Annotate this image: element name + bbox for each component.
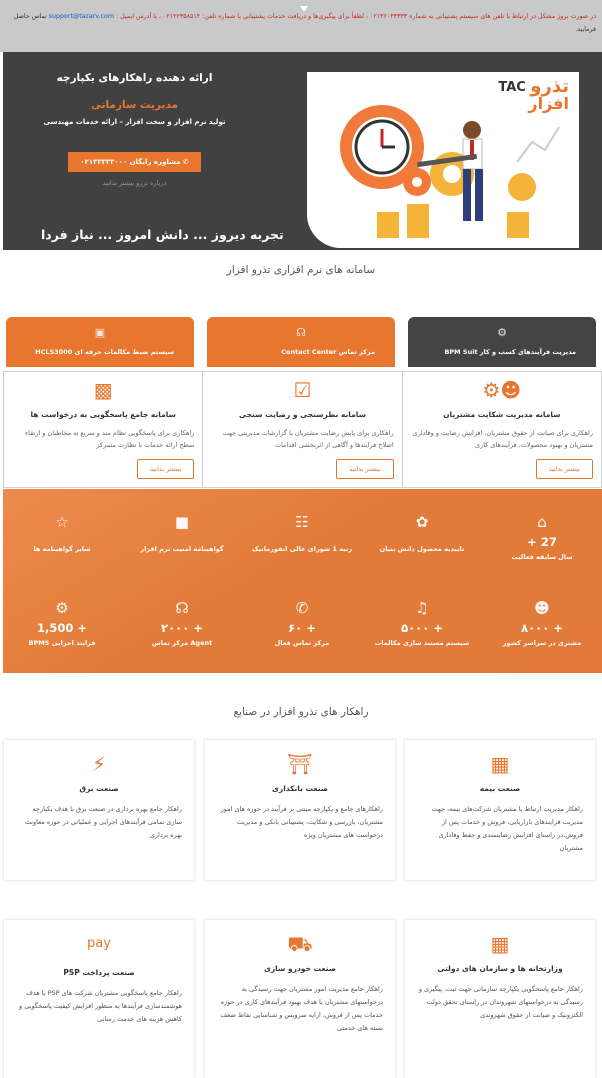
tab-hcls3000[interactable]: ▣ سیستم ضبط مکالمات حرفه ای HCLS3000	[6, 317, 194, 367]
tab-contact-center[interactable]: ☊ مرکز تماس Contact Center	[207, 317, 395, 367]
bolt-icon: ⚡	[91, 752, 107, 776]
bank-icon: ⛩	[287, 752, 313, 776]
stat-recording-systems: ♫ + ۵۰۰۰ سیستم مستند سازی مکالمات	[362, 599, 482, 647]
users-gear-icon: ☻⚙	[482, 378, 522, 402]
building-icon: ▦	[490, 752, 510, 776]
about-link[interactable]: درباره تزرو بیشتر بدانید	[102, 179, 167, 187]
stat-agents: ☊ + ۲۰۰۰ Agent مرکز تماس	[122, 599, 242, 647]
tab-bpm-suit[interactable]: ⚙ مدیریت فرآیندهای کسب و کار BPM Suit	[408, 317, 596, 367]
windows-icon: ▦	[490, 932, 510, 956]
industry-banking[interactable]: ⛩ صنعت بانکداری راهکارهای جامع و یکپارچه مبتنی بر فرآیند در حوزه های امور مشتریان، بازرسی و شکایت، پشتیبانی بانکی و مدیریت درخواست های مشتریان ویژه	[205, 740, 395, 880]
notice-text: در صورت بروز مشکل در ارتباط با تلفن های سیستم پشتیبانی به شماره ۰۲۱۳۶۰۳۳۳۳۳ ، لطفاً برای پیگیری‌ها و دریافت خدمات پشتیبانی با شماره تلفن: ۰۲۱۲۲۳۵۸۵۱۴ ، یا آدرس ایمیل :	[116, 13, 596, 20]
support-notice	[0, 0, 602, 52]
services-panel	[3, 371, 602, 488]
hero-text	[27, 72, 242, 187]
notice-tail: تماس حاصل فرمایید.	[13, 13, 596, 33]
car-icon: ⛟	[287, 932, 313, 956]
free-consultation-button[interactable]: ✆ مشاوره رایگان ۰۲۱۳۳۳۳۳۰۰۰	[68, 152, 201, 172]
support-email-link[interactable]: support@tazarv.com	[48, 13, 114, 20]
industry-payment[interactable]: pay صنعت پرداخت PSP راهکار جامع پاسخگویی مشتریان شرکت های PSP با هدف هوشمندسازی فرآیندها به منظور افزایش کیفیت پاسخگویی و کاهش هزینه های خدمت رسانی	[4, 920, 194, 1078]
learn-more-button[interactable]: بیشتر بدانید	[336, 459, 393, 479]
learn-more-button[interactable]: بیشتر بدانید	[536, 459, 593, 479]
trophy-icon: ☆	[55, 513, 69, 531]
industry-electricity[interactable]: ⚡ صنعت برق راهکار جامع بهره برداری در صنعت برق با هدف یکپارچه سازی تمامی فرآیندهای اجرایی و عملیاتی در حوزه معاونت بهره برداری	[4, 740, 194, 880]
tazarv-logo: تذرو افزار TAC	[498, 76, 569, 113]
bar-chart-icon: ▩	[93, 378, 113, 402]
hero-description: تولید نرم افزار و سخت افزار – ارائه خدمات مهندسی	[43, 118, 226, 126]
hero-title: ارائه دهنده راهکارهای یکپارچه	[56, 72, 213, 84]
service-requests: ▩ سامانه جامع پاسخگویی به درخواست ها راهکاری برای پاسخگویی نظام مند و سریع به مخاطبان و ارتقاء سطح ارائه خدمات با نظارت متمرکز بیشتر بدانید	[4, 372, 202, 487]
hero-subtitle: مدیریت سازمانی	[90, 99, 179, 111]
stat-bpms: ⚙ + 1,500 فرایند اجرایی BPMS	[2, 599, 122, 647]
users-icon: ☻	[534, 599, 550, 617]
learn-more-button[interactable]: بیشتر بدانید	[137, 459, 194, 479]
hero-banner	[3, 52, 602, 250]
hero-slogan: تجربه دیروز ... دانش امروز ... نیاز فردا	[41, 227, 284, 242]
ballot-check-icon: ☑	[293, 378, 312, 402]
feather-icon: ✿	[415, 513, 429, 531]
industry-government[interactable]: ▦ وزارتخانه ها و سازمان های دولتی راهکار جامع پاسخگویی یکپارچه سازمانی جهت ثبت، پیگیری و رسیدگی به درخواستهای شهروندان در راستای تحقق دولت الکترونیک و صیانت از حقوق شهروندی	[405, 920, 595, 1078]
stats-panel	[3, 489, 602, 673]
stat-knowledge-based: ✿ تاییدیه محصول دانش بنیان	[362, 513, 482, 553]
service-survey: ☑ سامانه نظرسنجی و رضایت سنجی راهکاری برای پایش رضایت مشتریان با گزارشات مدیریتی جهت اصلاح فرایندها و آگاهی از اثربخشی اقدامات بیشتر بدانید	[202, 372, 401, 487]
industry-automotive[interactable]: ⛟ صنعت خودرو سازی راهکار جامع مدیریت امور مشتریان جهت رسیدگی به درخواستهای مشتریان با هدف بهبود فرآیندهای کاری در حوزه خدمات پس از فروش، ارایه سرویس و شناسایی نقاط ضعف بسته های خدمتی	[205, 920, 395, 1078]
clipboard-icon: ☷	[295, 513, 309, 531]
home-icon: ⌂	[537, 513, 547, 531]
industry-insurance[interactable]: ▦ صنعت بیمه راهکار مدیریت ارتباط با مشتریان شرکت‌های بیمه، جهت مدیریت فرایندهای بازاریابی، فروش و خدمات پس از فروش،در راستای افزایش رضایتمندی و حفظ وفاداری مشتریان	[405, 740, 595, 880]
service-complaints: ☻⚙ سامانه مدیریت شکایت مشتریان راهکاری برای صیانت از حقوق مشتریان، افزایش رضایت و وفاداری مشتریان و بهبود محصولات، فرآیندهای کاری بیشتر بدانید	[402, 372, 601, 487]
stat-contact-centers: ✆ + ۶۰ مرکز تماس فعال	[242, 599, 362, 647]
gears-icon: ⚙	[497, 326, 507, 339]
cogs-icon: ⚙	[55, 599, 69, 617]
phone-icon: ✆	[182, 158, 189, 166]
file-audio-icon: ♫	[415, 599, 429, 617]
products-title: سامانه های نرم افزاری تذرو افزار	[226, 264, 376, 276]
save-icon: ▣	[94, 326, 106, 339]
lock-icon: ■	[174, 513, 190, 531]
headset-icon: ☊	[175, 599, 189, 617]
hero-illustration	[307, 72, 579, 248]
headset-icon: ☊	[296, 326, 306, 339]
phone-volume-icon: ✆	[295, 599, 309, 617]
stat-security-cert: ■ گواهینامه امنیت نرم افزار	[122, 513, 242, 553]
industries-title: راهکار های تذرو افزار در صنایع	[233, 706, 369, 718]
pay-icon: pay	[87, 936, 111, 951]
stat-other-certs: ☆ سایر گواهینامه ها	[2, 513, 122, 553]
stat-rank: ☷ رتبه 1 شورای عالی انفورماتیک	[242, 513, 362, 553]
stat-customers: ☻ + ۸۰۰۰ مشتری در سراسر کشور	[482, 599, 602, 647]
chevron-down-icon[interactable]	[300, 6, 308, 12]
stat-years: ⌂ 27 + سال سابقه فعالیت	[482, 513, 602, 561]
